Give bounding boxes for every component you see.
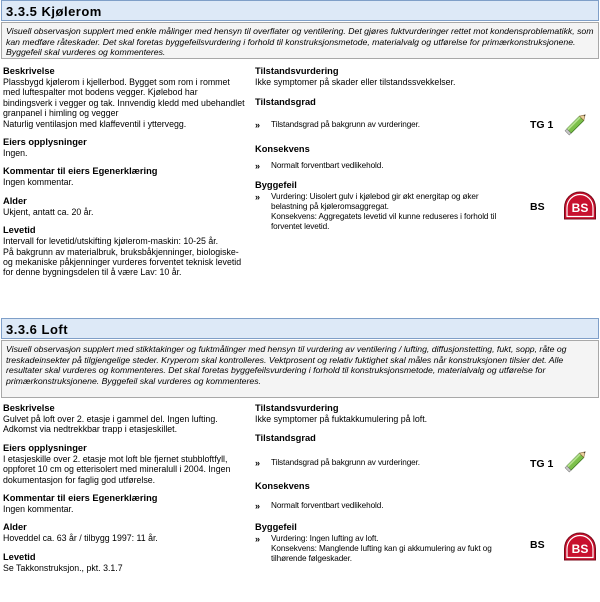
konsekvens-row <box>255 501 520 511</box>
konsekvens-row <box>255 161 520 171</box>
kommentar-block <box>3 166 248 187</box>
alder-text: Ukjent, antatt ca. 20 år. <box>3 206 94 217</box>
levetid-heading: Levetid <box>3 225 36 236</box>
tilstandsgrad-heading: Tilstandsgrad <box>255 97 316 107</box>
konsekvens-block <box>255 481 520 492</box>
section-title: 3.3.6 Loft <box>1 318 599 339</box>
section-intro: Visuell observasjon supplert med enkle målinger med hensyn til overflater og ventilering. Det gjøres fuktvurderinger rettet mot kondensproblematikk, som kan medføre råteskader. Det skal foretas byggefeilsvurdering i forhold til konstruksjonsmetode, materialvalg og utførelse for primærkonstruksjonene. Byggefeil skal vurderes og kommenteres. <box>1 22 599 59</box>
beskrivelse-text: Plassbygd kjølerom i kjellerbod. Bygget som rom i rommet med luftespalter mot bodens vegger. Kjølebod har bindingsverk i vegger og tak. Innvendig kledd med ubehandlet granpanel i himling og vegger Naturlig ventilasjon med klaffeventil i yttervegg. <box>3 77 245 129</box>
alder-heading: Alder <box>3 195 27 206</box>
kommentar-heading: Kommentar til eiers Egenerklæring <box>3 166 158 177</box>
byggefeil-text: Vurdering: Uisolert gulv i kjølebod gir økt energitap og øker belastning på kjøleromsaggregat. Konsekvens: Aggregatets levetid vil kunne reduseres i forhold til forventet levetid. <box>271 192 497 231</box>
pencil-icon <box>562 448 590 479</box>
byggefeil-row <box>255 192 520 232</box>
eiers-opplysninger-heading: Eiers opplysninger <box>3 442 87 453</box>
bullet-icon: » <box>255 458 261 468</box>
konsekvens-heading: Konsekvens <box>255 481 310 491</box>
levetid-heading: Levetid <box>3 551 36 562</box>
bs-badge-label: BS <box>571 201 589 215</box>
konsekvens-heading: Konsekvens <box>255 144 310 154</box>
bs-badge-label: BS <box>571 542 589 556</box>
bullet-icon: » <box>255 161 261 171</box>
eiers-opplysninger-text: Ingen. <box>3 148 28 159</box>
tilstandsvurdering-text: Ikke symptomer på fuktakkumulering på loft. <box>255 414 428 424</box>
alder-heading: Alder <box>3 522 27 533</box>
beskrivelse-block <box>3 403 248 435</box>
levetid-block <box>3 552 248 573</box>
tilstandsgrad-heading: Tilstandsgrad <box>255 433 316 443</box>
byggefeil-heading: Byggefeil <box>255 180 297 190</box>
byggefeil-block <box>255 180 520 191</box>
section-title: 3.3.5 Kjølerom <box>1 0 599 21</box>
levetid-block <box>3 225 248 278</box>
left-column <box>3 66 248 286</box>
beskrivelse-heading: Beskrivelse <box>3 403 55 413</box>
section-loft <box>0 318 600 602</box>
eiers-opplysninger-heading: Eiers opplysninger <box>3 137 87 148</box>
tilstandsgrad-block <box>255 97 520 108</box>
levetid-text: Se Takkonstruksjon., pkt. 3.1.7 <box>3 562 123 573</box>
tilstandsgrad-row <box>255 458 520 468</box>
kommentar-heading: Kommentar til eiers Egenerklæring <box>3 493 158 504</box>
tg-grade: TG 1 <box>530 458 554 470</box>
eiers-opplysninger-text: I etasjeskille over 2. etasje mot loft ble fjernet stubbloftfyll, oppforet 10 cm og etterisolert med mineralull i 2004. Ingen dokumentasjon for faglig god utførelse. <box>3 453 231 485</box>
left-column <box>3 403 248 581</box>
konsekvens-text: Normalt forventbart vedlikehold. <box>271 161 384 170</box>
konsekvens-block <box>255 144 520 155</box>
alder-block <box>3 196 248 217</box>
right-column <box>255 66 520 87</box>
bullet-icon: » <box>255 192 261 202</box>
eiers-opplysninger-block <box>3 443 248 485</box>
bs-badge-icon <box>562 190 598 227</box>
kommentar-block <box>3 493 248 514</box>
kommentar-text: Ingen kommentar. <box>3 177 74 188</box>
tilstandsgrad-text: Tilstandsgrad på bakgrunn av vurderinger. <box>271 120 420 129</box>
beskrivelse-text: Gulvet på loft over 2. etasje i gammel del. Ingen lufting. Adkomst via nedtrekkbar trapp i etasjeskillet. <box>3 414 218 435</box>
byggefeil-text: Vurdering: Ingen lufting av loft. Konsekvens: Manglende lufting kan gi akkumulering av fukt og tilhørende følgeskader. <box>271 534 492 563</box>
beskrivelse-heading: Beskrivelse <box>3 66 55 76</box>
eiers-opplysninger-block <box>3 137 248 158</box>
tilstandsvurdering-heading: Tilstandsvurdering <box>255 66 339 76</box>
tg-grade: TG 1 <box>530 119 554 131</box>
beskrivelse-block <box>3 66 248 129</box>
bullet-icon: » <box>255 501 261 511</box>
right-column <box>255 403 520 424</box>
bs-grade: BS <box>530 201 545 213</box>
bs-grade: BS <box>530 539 545 551</box>
tilstandsgrad-text: Tilstandsgrad på bakgrunn av vurderinger. <box>271 458 420 467</box>
section-intro: Visuell observasjon supplert med stikktakinger og fuktmålinger med hensyn til vurdering av ventilering / lufting, diffusjonstetting, fukt, sopp, råte og treskadeinsekter på tilgjengelige steder. Kryperom skal kontrolleres. Vektprosent og relativ fuktighet skal måles når konstruksjonen tilsier det. Alle resultater skal vurderes og kommenteres. Det skal foretas byggefeilsvurdering i forhold til konstruksjonsmetode, materialvalg og utførelse for primærkonstruksjonene. Byggefeil skal vurderes og kommenteres. <box>1 340 599 398</box>
levetid-text: Intervall for levetid/utskifting kjølerom-maskin: 10-25 år. På bakgrunn av materialbruk, bruksbåkjenninger, biologiske- og mekaniske påkjenninger vurderes forventet teknisk levetid for denne bygningsdelen til å være Lav: 10 år. <box>3 236 242 278</box>
byggefeil-row <box>255 534 520 564</box>
tilstandsgrad-block <box>255 433 520 444</box>
bs-badge-icon <box>562 531 598 568</box>
alder-text: Hoveddel ca. 63 år / tilbygg 1997: 11 år. <box>3 533 158 544</box>
byggefeil-heading: Byggefeil <box>255 522 297 532</box>
byggefeil-block <box>255 522 520 533</box>
tilstandsvurdering-heading: Tilstandsvurdering <box>255 403 339 413</box>
konsekvens-text: Normalt forventbart vedlikehold. <box>271 501 384 510</box>
bullet-icon: » <box>255 120 261 130</box>
bullet-icon: » <box>255 534 261 544</box>
alder-block <box>3 522 248 543</box>
tilstandsgrad-row <box>255 120 520 130</box>
kommentar-text: Ingen kommentar. <box>3 504 74 515</box>
tilstandsvurdering-text: Ikke symptomer på skader eller tilstandssvekkelser. <box>255 77 456 87</box>
pencil-icon <box>562 111 590 142</box>
